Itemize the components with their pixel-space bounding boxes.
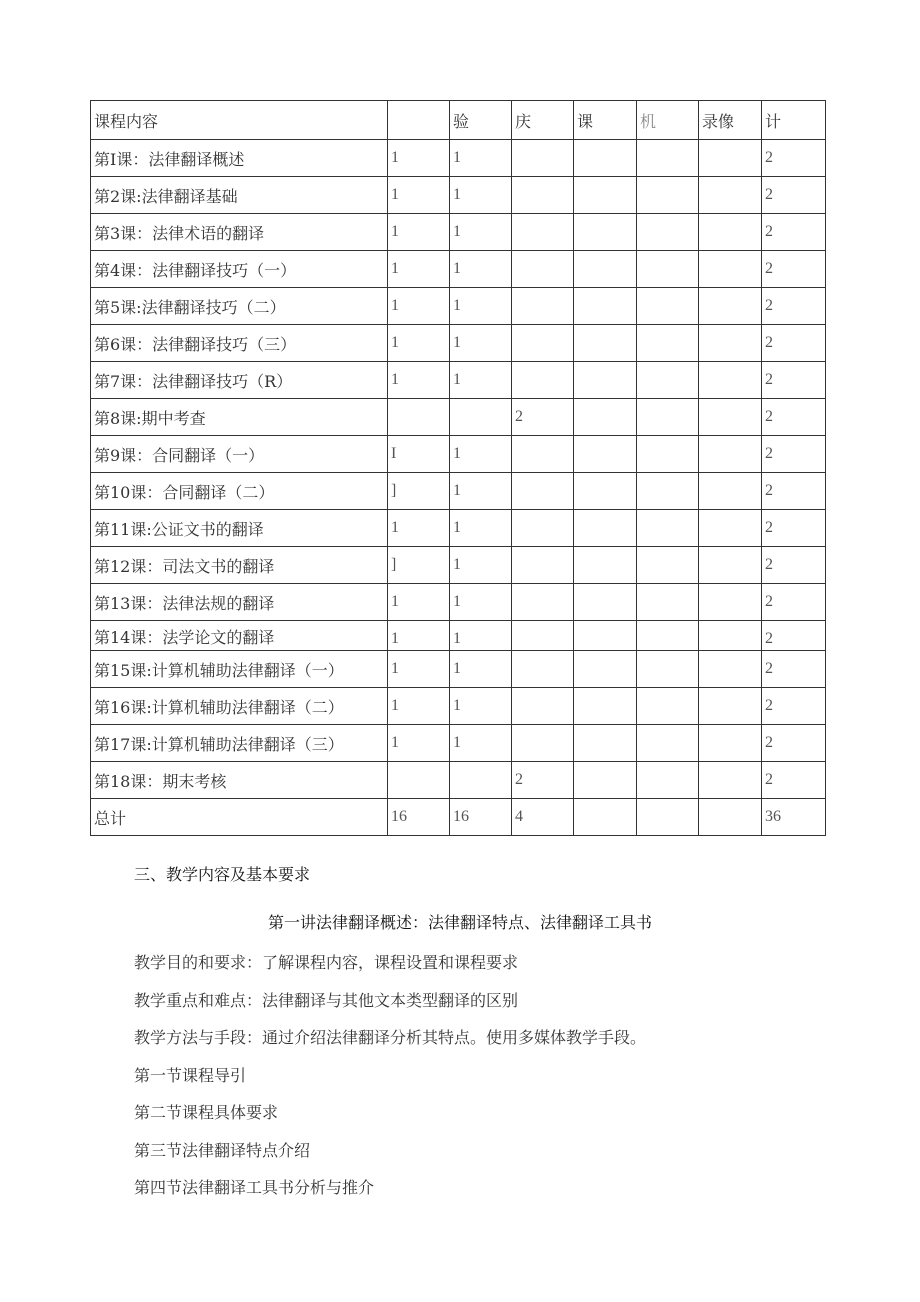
header-cell: 机 — [637, 101, 699, 140]
hours-cell — [512, 214, 574, 251]
hours-cell: 1 — [388, 510, 450, 547]
hours-cell — [574, 547, 637, 584]
hours-cell — [574, 688, 637, 725]
hours-cell: 1 — [388, 688, 450, 725]
hours-cell: 1 — [450, 510, 512, 547]
hours-cell — [637, 510, 699, 547]
hours-cell — [637, 621, 699, 651]
hours-cell: 1 — [450, 251, 512, 288]
hours-cell — [637, 584, 699, 621]
hours-cell: 1 — [388, 584, 450, 621]
hours-cell — [574, 473, 637, 510]
hours-cell — [699, 621, 762, 651]
hours-cell: 16 — [450, 799, 512, 836]
table-row — [91, 621, 826, 651]
section-3-line: 第三节法律翻译特点介绍 — [134, 1141, 311, 1160]
hours-cell — [512, 510, 574, 547]
hours-cell: 1 — [450, 436, 512, 473]
section-2-line: 第二节课程具体要求 — [134, 1103, 279, 1122]
table-row — [91, 140, 826, 177]
hours-cell — [388, 762, 450, 799]
hours-cell — [574, 214, 637, 251]
hours-cell — [699, 140, 762, 177]
hours-cell — [637, 473, 699, 510]
hours-cell: 1 — [450, 547, 512, 584]
hours-cell: 1 — [388, 325, 450, 362]
course-name-cell: 第7课：法律翻译技巧（R） — [91, 362, 388, 399]
hours-cell: 2 — [762, 177, 826, 214]
course-name-cell: 第5课:法律翻译技巧（二） — [91, 288, 388, 325]
hours-cell — [512, 725, 574, 762]
table-row — [91, 473, 826, 510]
hours-cell — [574, 288, 637, 325]
hours-cell: 2 — [762, 325, 826, 362]
hours-cell — [388, 399, 450, 436]
header-cell: 庆 — [512, 101, 574, 140]
table-row — [91, 251, 826, 288]
hours-cell: 1 — [388, 177, 450, 214]
hours-cell — [574, 584, 637, 621]
hours-cell — [574, 510, 637, 547]
header-cell: 课程内容 — [91, 101, 388, 140]
hours-cell — [699, 362, 762, 399]
course-name-cell: 第14课：法学论文的翻译 — [91, 621, 388, 651]
course-name-cell: 第9课：合同翻译（一） — [91, 436, 388, 473]
hours-cell — [699, 547, 762, 584]
hours-cell — [512, 177, 574, 214]
lecture-title: 第一讲法律翻译概述：法律翻译特点、法律翻译工具书 — [267, 913, 652, 932]
hours-cell: 1 — [450, 688, 512, 725]
hours-cell — [637, 140, 699, 177]
hours-cell — [512, 584, 574, 621]
course-name-cell: 总计 — [91, 799, 388, 836]
course-name-cell: 第8课:期中考查 — [91, 399, 388, 436]
hours-cell — [574, 436, 637, 473]
table-row — [91, 725, 826, 762]
hours-cell — [512, 288, 574, 325]
hours-cell — [574, 762, 637, 799]
course-name-cell: 第13课：法律法规的翻译 — [91, 584, 388, 621]
table-row — [91, 288, 826, 325]
hours-cell — [699, 725, 762, 762]
hours-cell — [574, 725, 637, 762]
hours-cell: 2 — [762, 436, 826, 473]
table-body — [91, 101, 826, 836]
course-name-cell: 第12课：司法文书的翻译 — [91, 547, 388, 584]
hours-cell — [574, 362, 637, 399]
hours-cell — [637, 725, 699, 762]
hours-cell — [699, 799, 762, 836]
hours-cell — [637, 436, 699, 473]
hours-cell — [699, 510, 762, 547]
hours-cell — [512, 436, 574, 473]
hours-cell: 2 — [762, 214, 826, 251]
hours-cell: 1 — [388, 621, 450, 651]
hours-cell — [699, 584, 762, 621]
hours-cell: 1 — [450, 214, 512, 251]
hours-cell: 2 — [762, 584, 826, 621]
hours-cell: 1 — [450, 288, 512, 325]
hours-cell: 2 — [762, 288, 826, 325]
header-cell: 录像 — [699, 101, 762, 140]
hours-cell — [637, 288, 699, 325]
hours-cell: 1 — [450, 621, 512, 651]
hours-cell — [512, 325, 574, 362]
table-row — [91, 688, 826, 725]
header-cell: 课 — [574, 101, 637, 140]
course-name-cell: 第3课：法律术语的翻译 — [91, 214, 388, 251]
objective-line: 教学目的和要求：了解课程内容，课程设置和课程要求 — [134, 953, 519, 972]
table-row — [91, 436, 826, 473]
hours-cell: 2 — [762, 651, 826, 688]
hours-cell — [637, 214, 699, 251]
hours-cell — [637, 688, 699, 725]
course-name-cell: 第15课:计算机辅助法律翻译（一） — [91, 651, 388, 688]
course-name-cell: 第16课:计算机辅助法律翻译（二） — [91, 688, 388, 725]
header-cell: 计 — [762, 101, 826, 140]
hours-cell: 1 — [450, 584, 512, 621]
hours-cell: 2 — [512, 399, 574, 436]
hours-cell: 4 — [512, 799, 574, 836]
hours-cell — [699, 399, 762, 436]
hours-cell — [450, 762, 512, 799]
hours-cell: 1 — [388, 251, 450, 288]
hours-cell — [574, 177, 637, 214]
table-row — [91, 362, 826, 399]
header-cell: 验 — [450, 101, 512, 140]
hours-cell — [637, 799, 699, 836]
course-name-cell: 第10课：合同翻译（二） — [91, 473, 388, 510]
hours-cell — [574, 251, 637, 288]
hours-cell: 1 — [388, 725, 450, 762]
hours-cell: 2 — [762, 621, 826, 651]
hours-cell — [574, 621, 637, 651]
course-name-cell: 第11课:公证文书的翻译 — [91, 510, 388, 547]
hours-cell: 1 — [450, 651, 512, 688]
hours-cell: 2 — [762, 725, 826, 762]
hours-cell — [637, 399, 699, 436]
hours-cell: 1 — [388, 651, 450, 688]
hours-cell: 1 — [450, 725, 512, 762]
hours-cell — [574, 399, 637, 436]
hours-cell: 1 — [450, 325, 512, 362]
hours-cell: 1 — [450, 140, 512, 177]
hours-cell — [699, 688, 762, 725]
hours-cell — [574, 799, 637, 836]
hours-cell: 2 — [762, 547, 826, 584]
hours-cell: 1 — [450, 473, 512, 510]
hours-cell — [637, 547, 699, 584]
hours-cell — [637, 651, 699, 688]
hours-cell — [637, 762, 699, 799]
hours-cell — [699, 436, 762, 473]
hours-cell — [574, 325, 637, 362]
header-cell — [388, 101, 450, 140]
table-row — [91, 762, 826, 799]
hours-cell: 2 — [762, 510, 826, 547]
hours-cell — [574, 140, 637, 177]
hours-cell — [512, 473, 574, 510]
hours-cell: 16 — [388, 799, 450, 836]
hours-cell — [512, 651, 574, 688]
hours-cell — [637, 325, 699, 362]
course-name-cell: 第2课:法律翻译基础 — [91, 177, 388, 214]
section-heading: 三、教学内容及基本要求 — [134, 865, 311, 884]
course-name-cell: 第18课：期末考核 — [91, 762, 388, 799]
hours-cell — [512, 621, 574, 651]
hours-cell: 2 — [512, 762, 574, 799]
hours-cell — [699, 325, 762, 362]
table-row — [91, 399, 826, 436]
course-name-cell: 第6课：法律翻译技巧（三） — [91, 325, 388, 362]
table-row — [91, 214, 826, 251]
hours-cell — [637, 177, 699, 214]
table-row — [91, 651, 826, 688]
hours-cell: 36 — [762, 799, 826, 836]
hours-cell — [699, 473, 762, 510]
table-row — [91, 584, 826, 621]
course-hours-table — [90, 100, 826, 836]
hours-cell: 1 — [450, 177, 512, 214]
section-1-line: 第一节课程导引 — [134, 1066, 247, 1085]
hours-cell: 2 — [762, 251, 826, 288]
hours-cell: 2 — [762, 473, 826, 510]
hours-cell: 1 — [388, 214, 450, 251]
hours-cell — [637, 251, 699, 288]
hours-cell: ] — [388, 547, 450, 584]
hours-cell: 2 — [762, 362, 826, 399]
hours-cell: 2 — [762, 140, 826, 177]
hours-cell — [512, 688, 574, 725]
hours-cell: 1 — [388, 140, 450, 177]
course-name-cell: 第4课：法律翻译技巧（一） — [91, 251, 388, 288]
table-row — [91, 325, 826, 362]
hours-cell — [512, 362, 574, 399]
hours-cell: ] — [388, 473, 450, 510]
hours-cell — [699, 762, 762, 799]
course-name-cell: 第Ⅰ课：法律翻译概述 — [91, 140, 388, 177]
hours-cell — [512, 251, 574, 288]
hours-cell — [699, 214, 762, 251]
hours-cell — [699, 251, 762, 288]
table-header-row — [91, 101, 826, 140]
table-row — [91, 547, 826, 584]
hours-cell: 2 — [762, 399, 826, 436]
table-row — [91, 510, 826, 547]
hours-cell — [699, 288, 762, 325]
hours-cell: 2 — [762, 762, 826, 799]
hours-cell — [574, 651, 637, 688]
section-4-line: 第四节法律翻译工具书分析与推介 — [134, 1178, 375, 1197]
course-name-cell: 第17课:计算机辅助法律翻译（三） — [91, 725, 388, 762]
hours-cell: 2 — [762, 688, 826, 725]
hours-cell: 1 — [450, 362, 512, 399]
table-row — [91, 177, 826, 214]
hours-cell — [637, 362, 699, 399]
total-row — [91, 799, 826, 836]
methods-line: 教学方法与手段：通过介绍法律翻译分析其特点。使用多媒体教学手段。 — [134, 1028, 647, 1047]
key-points-line: 教学重点和难点：法律翻译与其他文本类型翻译的区别 — [134, 991, 519, 1010]
hours-cell — [450, 399, 512, 436]
hours-cell — [512, 547, 574, 584]
hours-cell — [699, 651, 762, 688]
hours-cell — [699, 177, 762, 214]
hours-cell: 1 — [388, 288, 450, 325]
hours-cell — [512, 140, 574, 177]
hours-cell: I — [388, 436, 450, 473]
hours-cell: 1 — [388, 362, 450, 399]
